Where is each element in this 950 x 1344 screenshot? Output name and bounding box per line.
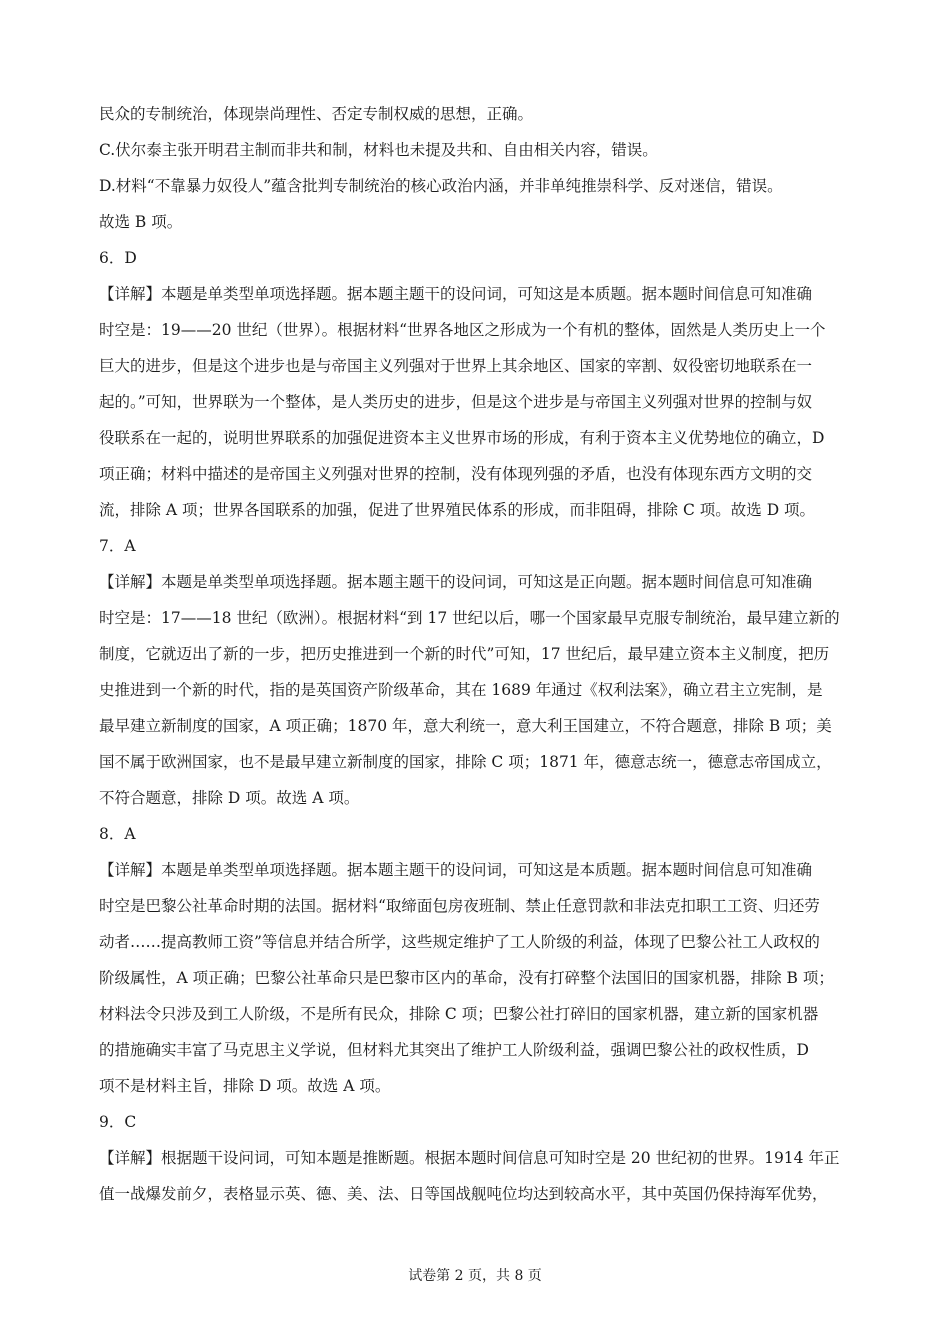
text-line: 7．A bbox=[99, 537, 136, 555]
text-line: D.材料“不靠暴力奴役人”蕴含批判专制统治的核心政治内涵，并非单纯推崇科学、反对迷信，错误。 bbox=[99, 177, 783, 195]
text-line: 材料法令只涉及到工人阶级，不是所有民众，排除 C 项；巴黎公社打碎旧的国家机器，建立新的国家机器 bbox=[99, 1005, 819, 1023]
text-line: 故选 B 项。 bbox=[99, 213, 183, 231]
text-line: 值一战爆发前夕，表格显示英、德、美、法、日等国战舰吨位均达到较高水平，其中英国仍保持海军优势， bbox=[99, 1185, 828, 1203]
text-line: 最早建立新制度的国家，A 项正确；1870 年，意大利统一，意大利王国建立，不符合题意，排除 B 项；美 bbox=[99, 717, 832, 735]
text-line: 役联系在一起的，说明世界联系的加强促进资本主义世界市场的形成，有利于资本主义优势地位的确立，D bbox=[99, 429, 825, 447]
text-line: 史推进到一个新的时代，指的是英国资产阶级革命，其在 1689 年通过《权利法案》，确立君主立宪制，是 bbox=[99, 681, 823, 699]
text-line: 项正确；材料中描述的是帝国主义列强对世界的控制，没有体现列强的矛盾，也没有体现东西方文明的交 bbox=[99, 465, 813, 483]
text-line: 【详解】根据题干设问词，可知本题是推断题。根据本题时间信息可知时空是 20 世纪初的世界。1914 年正 bbox=[99, 1149, 840, 1167]
text-line: 制度，它就迈出了新的一步，把历史推进到一个新的时代”可知，17 世纪后，最早建立资本主义制度，把历 bbox=[99, 645, 830, 663]
text-line: 起的。”可知，世界联为一个整体，是人类历史的进步，但是这个进步是与帝国主义列强对世界的控制与奴 bbox=[99, 393, 813, 411]
text-line: 巨大的进步，但是这个进步也是与帝国主义列强对于世界上其余地区、国家的宰割、奴役密切地联系在一 bbox=[99, 357, 813, 375]
text-line: 民众的专制统治，体现崇尚理性、否定专制权威的思想，正确。 bbox=[99, 105, 534, 123]
answer-text-body bbox=[99, 96, 859, 1212]
text-line: 【详解】本题是单类型单项选择题。据本题主题干的设问词，可知这是本质题。据本题时间信息可知准确 bbox=[99, 285, 813, 303]
text-line: 的措施确实丰富了马克思主义学说，但材料尤其突出了维护工人阶级利益，强调巴黎公社的政权性质，D bbox=[99, 1041, 809, 1059]
text-line: 时空是：19——20 世纪（世界）。根据材料“世界各地区之形成为一个有机的整体，固然是人类历史上一个 bbox=[99, 321, 826, 339]
text-line: 不符合题意，排除 D 项。故选 A 项。 bbox=[99, 789, 360, 807]
text-line: 项不是材料主旨，排除 D 项。故选 A 项。 bbox=[99, 1077, 391, 1095]
text-line: 时空是巴黎公社革命时期的法国。据材料“取缔面包房夜班制、禁止任意罚款和非法克扣职工工资、归还劳 bbox=[99, 897, 820, 915]
text-line: 国不属于欧洲国家，也不是最早建立新制度的国家，排除 C 项；1871 年，德意志统一，德意志帝国成立， bbox=[99, 753, 832, 771]
text-line: 【详解】本题是单类型单项选择题。据本题主题干的设问词，可知这是正向题。据本题时间信息可知准确 bbox=[99, 573, 813, 591]
text-line: 流，排除 A 项；世界各国联系的加强，促进了世界殖民体系的形成，而非阻碍，排除 C 项。故选 D 项。 bbox=[99, 501, 816, 519]
page-footer: 试卷第 2 页，共 8 页 bbox=[408, 1268, 542, 1284]
text-line: 动者……提高教师工资”等信息并结合所学，这些规定维护了工人阶级的利益，体现了巴黎公社工人政权的 bbox=[99, 933, 820, 951]
text-line: 6．D bbox=[99, 249, 137, 267]
text-line: 阶级属性，A 项正确；巴黎公社革命只是巴黎市区内的革命，没有打碎整个法国旧的国家机器，排除 B 项； bbox=[99, 969, 834, 987]
text-line: 9．C bbox=[99, 1113, 137, 1131]
text-line: 【详解】本题是单类型单项选择题。据本题主题干的设问词，可知这是本质题。据本题时间信息可知准确 bbox=[99, 861, 813, 879]
text-line: 8．A bbox=[99, 825, 136, 843]
text-line: C.伏尔泰主张开明君主制而非共和制，材料也未提及共和、自由相关内容，错误。 bbox=[99, 141, 658, 159]
text-line: 时空是：17——18 世纪（欧洲）。根据材料“到 17 世纪以后，哪一个国家最早克服专制统治，最早建立新的 bbox=[99, 609, 840, 627]
